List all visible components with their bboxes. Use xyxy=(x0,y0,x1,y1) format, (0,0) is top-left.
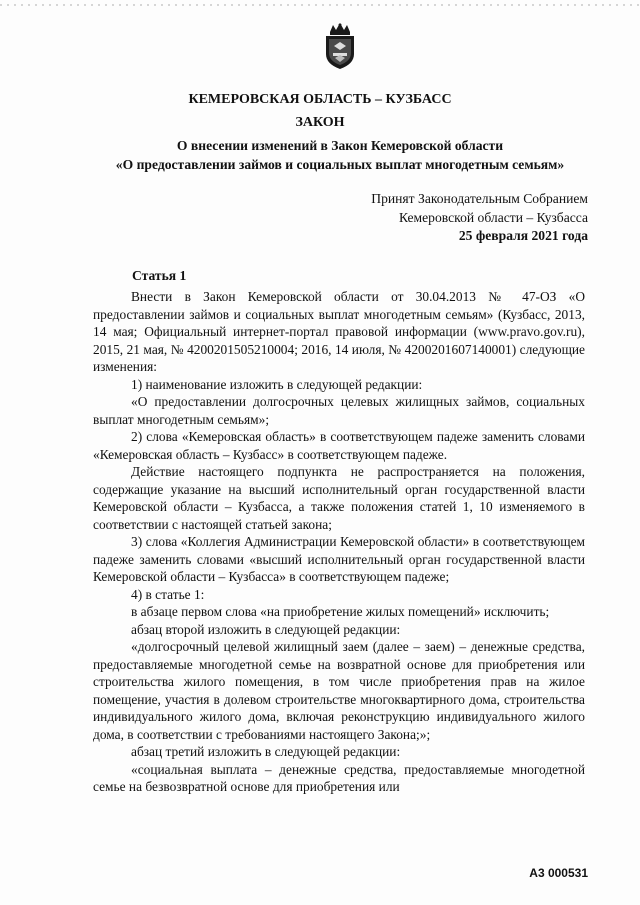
paragraph: 1) наименование изложить в следующей редакции: xyxy=(131,376,423,392)
paragraph: «социальная выплата – денежные средства, предоставляемые многодетной семье на безвозвратной основе для приобретения или xyxy=(93,761,585,794)
subject-line-1: О внесении изменений в Закон Кемеровской области xyxy=(176,138,504,153)
paragraph: абзац третий изложить в следующей редакции: xyxy=(131,744,401,759)
paragraph: Внести в Закон Кемеровской области от 30.04.2013 № 47-ОЗ «О предоставлении займов и социальных выплат многодетным семьям» (Кузбасс, 2013, 14 мая; Официальный интернет-портал правовой информации (www.pravo.gov.ru), 2015, 21 мая, № 4200201505210004; 2016, 14 июля, № 4200201607140001) следующие изменения: xyxy=(93,289,585,374)
paragraph: «О предоставлении долгосрочных целевых жилищных займов, социальных выплат многодетным семьям»; xyxy=(93,394,585,427)
adoption-line-2: Кемеровской области – Кузбасса xyxy=(398,209,588,225)
article-heading: Статья 1 xyxy=(132,268,187,283)
serial-number: А3 000531 xyxy=(529,866,588,880)
scan-edge-dots xyxy=(0,4,640,6)
paragraph: в абзаце первом слова «на приобретение жилых помещений» исключить; xyxy=(131,604,550,619)
paragraph: 4) в статье 1: xyxy=(131,586,205,602)
paragraph: 2) слова «Кемеровская область» в соответствующем падеже заменить словами «Кемеровская область – Кузбасс» в соответствующем падеже. xyxy=(93,429,585,462)
adoption-date: 25 февраля 2021 года xyxy=(458,228,588,243)
document-type: ЗАКОН xyxy=(295,115,345,130)
subject-line-2: «О предоставлении займов и социальных выплат многодетным семьям» xyxy=(115,157,565,172)
document-subject xyxy=(40,136,640,174)
adoption-block xyxy=(371,190,588,246)
paragraph: Действие настоящего подпункта не распространяется на положения, содержащие указание на высший исполнительный орган государственной власти Кемеровской области – Кузбасса, а также положения статей 1, 10 изменяемого в соответствии с настоящей статьей закона; xyxy=(93,464,585,532)
paragraph: 3) слова «Коллегия Администрации Кемеровской области» в соответствующем падеже заменить словами «высший исполнительный орган государственной власти Кемеровской области – Кузбасса» в соответствующем падеже; xyxy=(93,534,585,584)
region-title: КЕМЕРОВСКАЯ ОБЛАСТЬ – КУЗБАСС xyxy=(188,92,452,107)
coat-of-arms-icon xyxy=(322,22,358,70)
paragraph: абзац второй изложить в следующей редакции: xyxy=(131,621,401,637)
adoption-line-1: Принят Законодательным Собранием xyxy=(371,191,588,206)
paragraph: «долгосрочный целевой жилищный заем (далее – заем) – денежные средства, предоставляемые многодетной семье на возвратной основе для приобретения или строительства жилого помещения, в том числе приобретения прав на жилое помещение, участия в долевом строительстве многоквартирного дома, строительства индивидуального жилого дома, включая реконструкцию индивидуального жилого дома, в соответствии с требованиями настоящего Закона;»; xyxy=(93,639,585,742)
article-body xyxy=(93,288,585,796)
